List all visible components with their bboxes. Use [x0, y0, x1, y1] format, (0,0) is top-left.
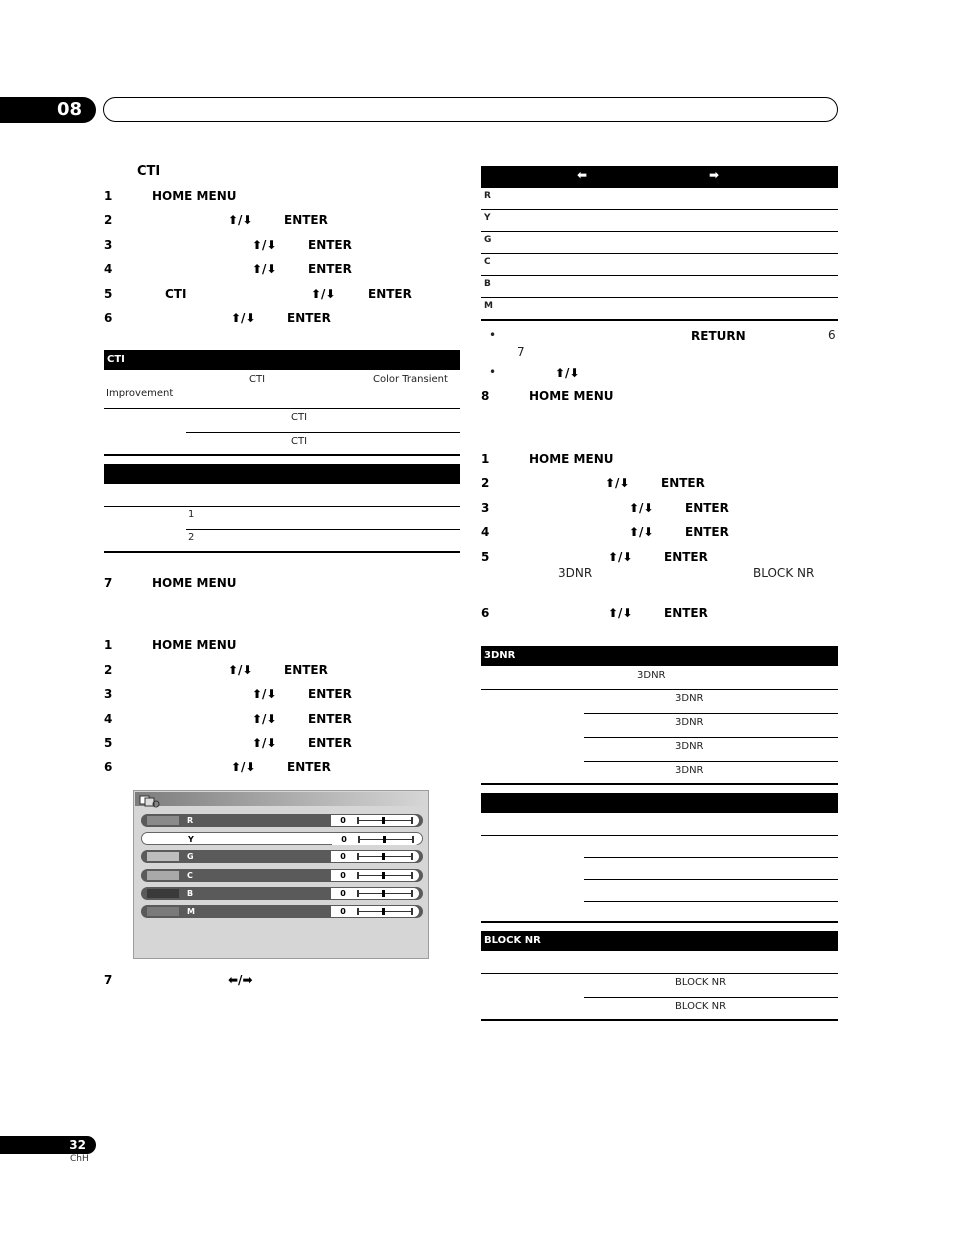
cti-row-1: CTI [291, 412, 308, 423]
table-rule [481, 319, 838, 321]
table-bottom-rule [481, 921, 838, 923]
step-number: 4 [104, 262, 113, 276]
arrow-keys: ⬆/⬇ [629, 501, 654, 515]
table-rule [481, 973, 838, 974]
slider-end [412, 836, 414, 843]
table-rule [481, 297, 838, 298]
step-number: 6 [481, 606, 490, 620]
arrow-keys: ⬆/⬇ [311, 287, 336, 301]
step-number: 5 [104, 736, 113, 750]
table-rule [481, 209, 838, 210]
arrow-keys: ⬆/⬇ [252, 262, 277, 276]
slider-end [358, 836, 360, 843]
enter-key: ENTER [287, 760, 331, 774]
osd-slider [355, 815, 419, 826]
table-bottom-rule [481, 1019, 838, 1021]
table2-row-2: 2 [188, 532, 195, 543]
bullet2-arrows: ⬆/⬇ [555, 366, 580, 380]
bullet-dot: • [489, 365, 497, 379]
color-table-row-label: M [484, 301, 493, 311]
arrow-keys: ⬆/⬇ [231, 311, 256, 325]
slider-knob [383, 836, 386, 843]
table-rule [584, 713, 838, 714]
osd-color-letter: G [187, 852, 194, 862]
block-row-2: BLOCK NR [675, 1001, 727, 1012]
color-table-row-label: Y [484, 213, 491, 223]
page-language: ChH [70, 1154, 89, 1164]
slider-track [358, 875, 413, 876]
arrow-keys: ⬆/⬇ [629, 525, 654, 539]
step-number: 5 [104, 287, 113, 301]
table-rule [584, 857, 838, 858]
dnr-row: 3DNR [675, 717, 704, 728]
color-swatch [147, 871, 179, 880]
slider-end [411, 872, 413, 879]
step-number: 7 [104, 576, 113, 590]
cti-desc-b: Color Transient [373, 374, 448, 385]
cti-desc-a: CTI [249, 374, 266, 385]
slider-knob [382, 908, 385, 915]
table-rule [481, 835, 838, 836]
table-rule [481, 275, 838, 276]
osd-color-row [141, 905, 423, 918]
table-bottom-rule [104, 454, 460, 456]
arrow-keys: ⬆/⬇ [252, 736, 277, 750]
color-swatch [147, 816, 179, 825]
table-rule [584, 761, 838, 762]
step-number: 2 [104, 213, 113, 227]
enter-key: ENTER [284, 213, 328, 227]
slider-end [357, 853, 359, 860]
enter-key: ENTER [661, 476, 705, 490]
table-rule [481, 689, 838, 690]
osd-color-row [141, 869, 423, 882]
slider-track [358, 893, 413, 894]
arrow-keys: ⬆/⬇ [608, 606, 633, 620]
dnr-row: 3DNR [675, 765, 704, 776]
cti-table-header: CTI [104, 350, 460, 370]
bullet-dot: • [489, 328, 497, 342]
osd-color-letter: Y [188, 835, 194, 845]
step-number: 6 [104, 311, 113, 325]
slider-end [411, 908, 413, 915]
step-number: 2 [104, 663, 113, 677]
slider-track [358, 911, 413, 912]
enter-key: ENTER [664, 606, 708, 620]
right-arrow-icon: ➡ [709, 168, 720, 182]
step-number: 4 [104, 712, 113, 726]
arrow-keys: ⬆/⬇ [231, 760, 256, 774]
table-rule [104, 408, 460, 409]
slider-end [411, 853, 413, 860]
arrow-keys: ⬆/⬇ [252, 687, 277, 701]
slider-end [357, 908, 359, 915]
osd-value: 0 [331, 851, 355, 862]
table-rule [186, 529, 460, 530]
color-table-row-label: G [484, 235, 492, 245]
step-number: 6 [104, 760, 113, 774]
step-number: 4 [481, 525, 490, 539]
slider-knob [382, 853, 385, 860]
step-key: HOME MENU [529, 452, 614, 466]
step-number: 2 [481, 476, 490, 490]
dnr-table-header: 3DNR [481, 646, 838, 666]
table2-header [104, 464, 460, 484]
arrow-keys: ⬆/⬇ [605, 476, 630, 490]
enter-key: ENTER [685, 501, 729, 515]
slider-end [357, 817, 359, 824]
slider-knob [382, 890, 385, 897]
osd-color-row [141, 850, 423, 863]
step-number: 1 [104, 638, 113, 652]
step-key: HOME MENU [152, 638, 237, 652]
enter-key: ENTER [685, 525, 729, 539]
enter-key: ENTER [308, 238, 352, 252]
step-number: 3 [481, 501, 490, 515]
osd-slider [355, 851, 419, 862]
step-number: 1 [104, 189, 113, 203]
dnr-row: 3DNR [675, 741, 704, 752]
slider-knob [382, 817, 385, 824]
enter-key: ENTER [308, 687, 352, 701]
osd-title-bar [135, 792, 427, 806]
osd-color-row [141, 887, 423, 900]
step-key: HOME MENU [529, 389, 614, 403]
enter-key: ENTER [284, 663, 328, 677]
step-number: 3 [104, 238, 113, 252]
step-number: 1 [481, 452, 490, 466]
arrow-keys: ⬆/⬇ [228, 663, 253, 677]
table-rule [584, 879, 838, 880]
chapter-number: 08 [0, 97, 96, 123]
color-table-row-label: R [484, 191, 491, 201]
table4-header [481, 793, 838, 813]
step-number: 8 [481, 389, 490, 403]
slider-end [411, 817, 413, 824]
step-key: HOME MENU [152, 576, 237, 590]
osd-value: 0 [332, 834, 356, 845]
arrow-keys: ⬅/➡ [228, 973, 253, 987]
slider-end [357, 890, 359, 897]
osd-color-row [141, 832, 423, 845]
left-arrow-icon: ⬅ [577, 168, 588, 182]
osd-color-letter: M [187, 907, 195, 916]
color-swatch [147, 889, 179, 898]
cti-desc-c: Improvement [106, 388, 174, 399]
cti-heading: CTI [137, 164, 161, 179]
table-rule [481, 231, 838, 232]
osd-color-letter: R [187, 816, 194, 825]
arrow-keys: ⬆/⬇ [252, 238, 277, 252]
chapter-title-bar [103, 97, 838, 122]
enter-key: ENTER [308, 712, 352, 726]
osd-color-letter: C [187, 870, 193, 880]
slider-track [358, 856, 413, 857]
enter-key: ENTER [664, 550, 708, 564]
table-rule [481, 253, 838, 254]
table-rule [584, 997, 838, 998]
osd-value: 0 [331, 815, 355, 826]
slider-end [411, 890, 413, 897]
color-table-row-label: B [484, 279, 491, 289]
slider-end [357, 872, 359, 879]
step5-sub-a: 3DNR [558, 566, 593, 580]
block-row-1: BLOCK NR [675, 977, 727, 988]
step-key: HOME MENU [152, 189, 237, 203]
color-swatch [147, 907, 179, 916]
block-table-header: BLOCK NR [481, 931, 838, 951]
slider-knob [382, 872, 385, 879]
bullet1-key: RETURN [691, 329, 746, 343]
osd-value: 0 [331, 888, 355, 899]
slider-track [358, 820, 413, 821]
step-number: 3 [104, 687, 113, 701]
table2-row-1: 1 [188, 509, 195, 520]
arrow-keys: ⬆/⬇ [228, 213, 253, 227]
cti-row-2: CTI [291, 436, 308, 447]
step-number: 5 [481, 550, 490, 564]
color-table-header [481, 166, 838, 188]
color-swatch [148, 835, 180, 844]
osd-color-row [141, 814, 423, 827]
table-rule [104, 506, 460, 507]
table-bottom-rule [104, 551, 460, 553]
osd-value: 0 [331, 870, 355, 881]
arrow-keys: ⬆/⬇ [608, 550, 633, 564]
bullet1-ref2: 7 [517, 345, 525, 359]
osd-value: 0 [331, 906, 355, 917]
osd-slider [356, 834, 420, 845]
osd-slider [355, 870, 419, 881]
step5-sub-b: BLOCK NR [753, 566, 815, 580]
table-rule [584, 901, 838, 902]
dnr-desc: 3DNR [637, 670, 666, 681]
osd-color-letter: B [187, 888, 194, 898]
slider-track [359, 839, 414, 840]
enter-key: ENTER [368, 287, 412, 301]
osd-slider [355, 888, 419, 899]
table-rule [584, 737, 838, 738]
table-rule [186, 432, 460, 433]
arrow-keys: ⬆/⬇ [252, 712, 277, 726]
page-number: 32 [0, 1136, 96, 1154]
step-key: CTI [165, 287, 187, 301]
bullet1-ref: 6 [828, 328, 836, 342]
table-bottom-rule [481, 783, 838, 785]
dnr-row: 3DNR [675, 693, 704, 704]
enter-key: ENTER [308, 262, 352, 276]
color-table-row-label: C [484, 257, 491, 267]
osd-menu-icon [139, 793, 161, 812]
enter-key: ENTER [308, 736, 352, 750]
osd-slider [355, 906, 419, 917]
color-swatch [147, 852, 179, 861]
step-number: 7 [104, 973, 113, 987]
enter-key: ENTER [287, 311, 331, 325]
